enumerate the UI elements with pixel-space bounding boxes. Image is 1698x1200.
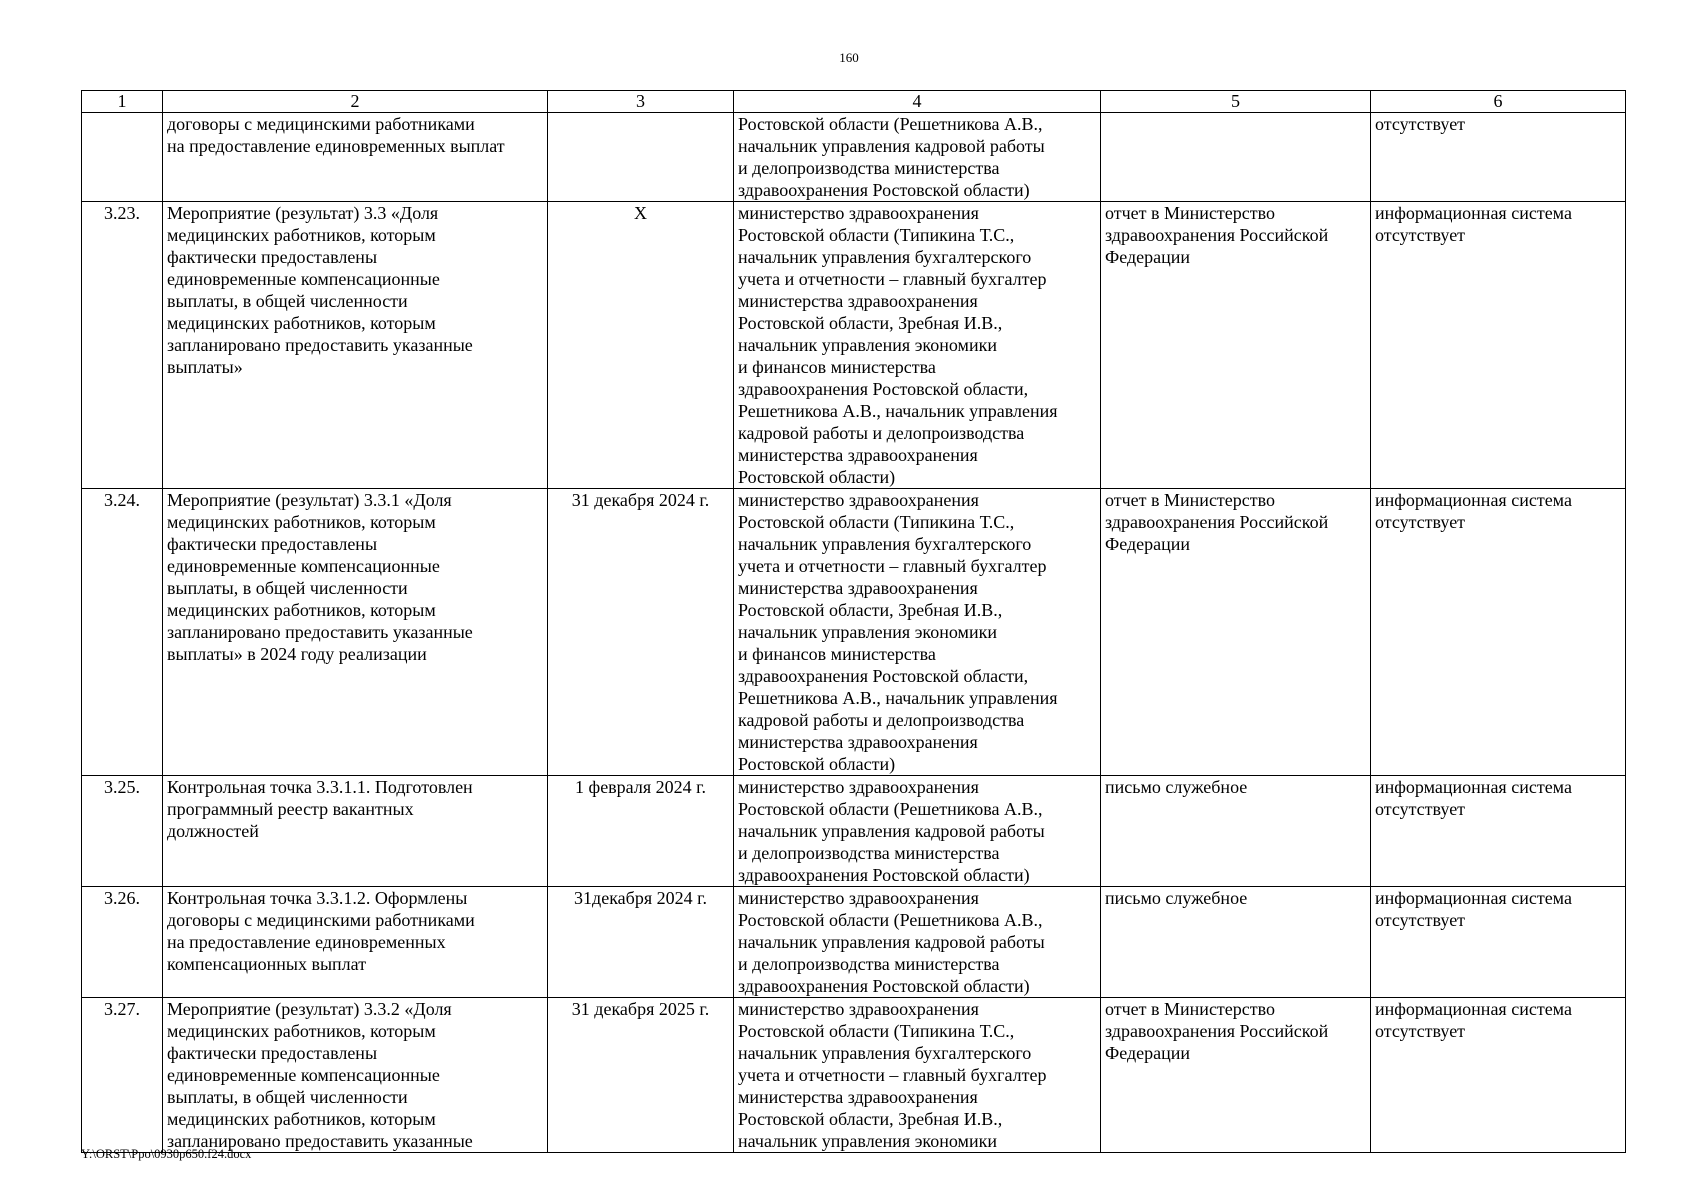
deadline-date: Х	[548, 202, 734, 489]
responsible-executor: министерство здравоохранения Ростовской области (Типикина Т.С., начальник управления бухгалтерского учета и отчетности – главный бухгалтер министерства здравоохранения Ростовской области, Зребная И.В., начальник управления экономики	[734, 998, 1101, 1153]
row-number	[82, 113, 163, 202]
information-system: информационная система отсутствует	[1371, 998, 1626, 1153]
event-name: Контрольная точка 3.3.1.1. Подготовлен программный реестр вакантных должностей	[163, 776, 548, 887]
information-system: информационная система отсутствует	[1371, 202, 1626, 489]
responsible-executor: министерство здравоохранения Ростовской области (Типикина Т.С., начальник управления бухгалтерского учета и отчетности – главный бухгалтер министерства здравоохранения Ростовской области, Зребная И.В., начальник управления экономики и финансов министерства здравоохранения Ростовской области, Решетникова А.В., начальник управления кадровой работы и делопроизводства министерства здравоохранения Ростовской области)	[734, 489, 1101, 776]
responsible-executor: Ростовской области (Решетникова А.В., начальник управления кадровой работы и делопроизводства министерства здравоохранения Ростовской области)	[734, 113, 1101, 202]
confirming-document: отчет в Министерство здравоохранения Российской Федерации	[1101, 998, 1371, 1153]
information-system: информационная система отсутствует	[1371, 489, 1626, 776]
column-number: 3	[548, 91, 734, 113]
page-number: 160	[839, 50, 859, 65]
event-name: договоры с медицинскими работниками на предоставление единовременных выплат	[163, 113, 548, 202]
row-number: 3.23.	[82, 202, 163, 489]
table-row	[82, 998, 1626, 1153]
table-row	[82, 776, 1626, 887]
event-name: Контрольная точка 3.3.1.2. Оформлены договоры с медицинскими работниками на предоставление единовременных компенсационных выплат	[163, 887, 548, 998]
column-number-row	[82, 91, 1626, 113]
table-row	[82, 887, 1626, 998]
information-system: отсутствует	[1371, 113, 1626, 202]
column-number: 4	[734, 91, 1101, 113]
event-name: Мероприятие (результат) 3.3 «Доля медицинских работников, которым фактически предоставлены единовременные компенсационные выплаты, в общей численности медицинских работников, которым запланировано предоставить указанные выплаты»	[163, 202, 548, 489]
confirming-document: письмо служебное	[1101, 887, 1371, 998]
row-number: 3.24.	[82, 489, 163, 776]
row-number: 3.26.	[82, 887, 163, 998]
confirming-document: письмо служебное	[1101, 776, 1371, 887]
information-system: информационная система отсутствует	[1371, 776, 1626, 887]
column-number: 6	[1371, 91, 1626, 113]
column-number: 1	[82, 91, 163, 113]
table-row	[82, 113, 1626, 202]
responsible-executor: министерство здравоохранения Ростовской области (Решетникова А.В., начальник управления кадровой работы и делопроизводства министерства здравоохранения Ростовской области)	[734, 887, 1101, 998]
confirming-document	[1101, 113, 1371, 202]
deadline-date: 31декабря 2024 г.	[548, 887, 734, 998]
column-number: 5	[1101, 91, 1371, 113]
plan-table	[81, 90, 1626, 1153]
file-path-footer: Y:\ORST\Ppo\0930p650.f24.docx	[81, 1147, 252, 1161]
information-system: информационная система отсутствует	[1371, 887, 1626, 998]
deadline-date: 31 декабря 2024 г.	[548, 489, 734, 776]
confirming-document: отчет в Министерство здравоохранения Российской Федерации	[1101, 202, 1371, 489]
confirming-document: отчет в Министерство здравоохранения Российской Федерации	[1101, 489, 1371, 776]
table-row	[82, 202, 1626, 489]
deadline-date	[548, 113, 734, 202]
deadline-date: 31 декабря 2025 г.	[548, 998, 734, 1153]
row-number: 3.27.	[82, 998, 163, 1153]
column-number: 2	[163, 91, 548, 113]
responsible-executor: министерство здравоохранения Ростовской области (Решетникова А.В., начальник управления кадровой работы и делопроизводства министерства здравоохранения Ростовской области)	[734, 776, 1101, 887]
deadline-date: 1 февраля 2024 г.	[548, 776, 734, 887]
row-number: 3.25.	[82, 776, 163, 887]
event-name: Мероприятие (результат) 3.3.1 «Доля медицинских работников, которым фактически предоставлены единовременные компенсационные выплаты, в общей численности медицинских работников, которым запланировано предоставить указанные выплаты» в 2024 году реализации	[163, 489, 548, 776]
table-row	[82, 489, 1626, 776]
responsible-executor: министерство здравоохранения Ростовской области (Типикина Т.С., начальник управления бухгалтерского учета и отчетности – главный бухгалтер министерства здравоохранения Ростовской области, Зребная И.В., начальник управления экономики и финансов министерства здравоохранения Ростовской области, Решетникова А.В., начальник управления кадровой работы и делопроизводства министерства здравоохранения Ростовской области)	[734, 202, 1101, 489]
event-name: Мероприятие (результат) 3.3.2 «Доля медицинских работников, которым фактически предоставлены единовременные компенсационные выплаты, в общей численности медицинских работников, которым запланировано предоставить указанные	[163, 998, 548, 1153]
